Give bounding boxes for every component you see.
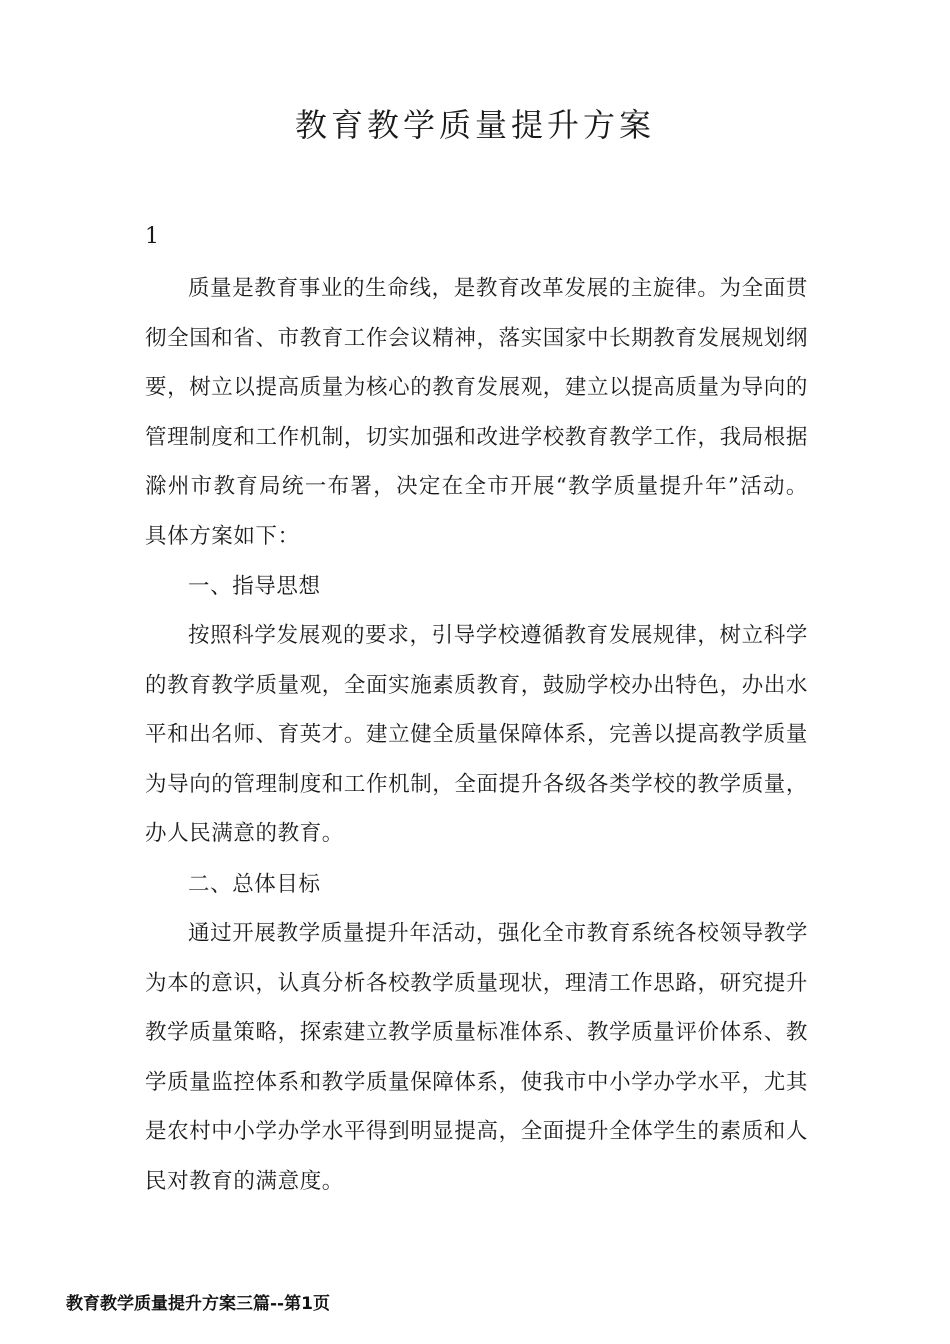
guiding-ideology-paragraph: 按照科学发展观的要求，引导学校遵循教育发展规律，树立科学的教育教学质量观，全面实施素质教育，鼓励学校办出特色，办出水平和出名师、育英才。建立健全质量保障体系，完善以提高教学质量为导向的管理制度和工作机制，全面提升各级各类学校的教学质量，办人民满意的教育。 — [145, 623, 809, 846]
section-heading-guiding-ideology: 一、指导思想 — [188, 574, 321, 599]
intro-paragraph: 质量是教育事业的生命线，是教育改革发展的主旋律。为全面贯彻全国和省、市教育工作会议精神，落实国家中长期教育发展规划纲要，树立以提高质量为核心的教育发展观，建立以提高质量为导向的管理制度和工作机制，切实加强和改进学校教育教学工作，我局根据滁州市教育局统一布署，决定在全市开展“教学质量提升年”活动。具体方案如下： — [145, 276, 809, 549]
document-title: 教育教学质量提升方案 — [294, 106, 655, 144]
page-footer: 教育教学质量提升方案三篇--第1页 — [66, 1294, 330, 1314]
overall-goals-paragraph: 通过开展教学质量提升年活动，强化全市教育系统各校领导教学为本的意识，认真分析各校教学质量现状，理清工作思路，研究提升教学质量策略，探索建立教学质量标准体系、教学质量评价体系、教学质量监控体系和教学质量保障体系，使我市中小学办学水平，尤其是农村中小学办学水平得到明显提高，全面提升全体学生的素质和人民对教育的满意度。 — [145, 921, 809, 1194]
section-number: 1 — [145, 224, 159, 249]
section-heading-overall-goals: 二、总体目标 — [188, 872, 321, 897]
